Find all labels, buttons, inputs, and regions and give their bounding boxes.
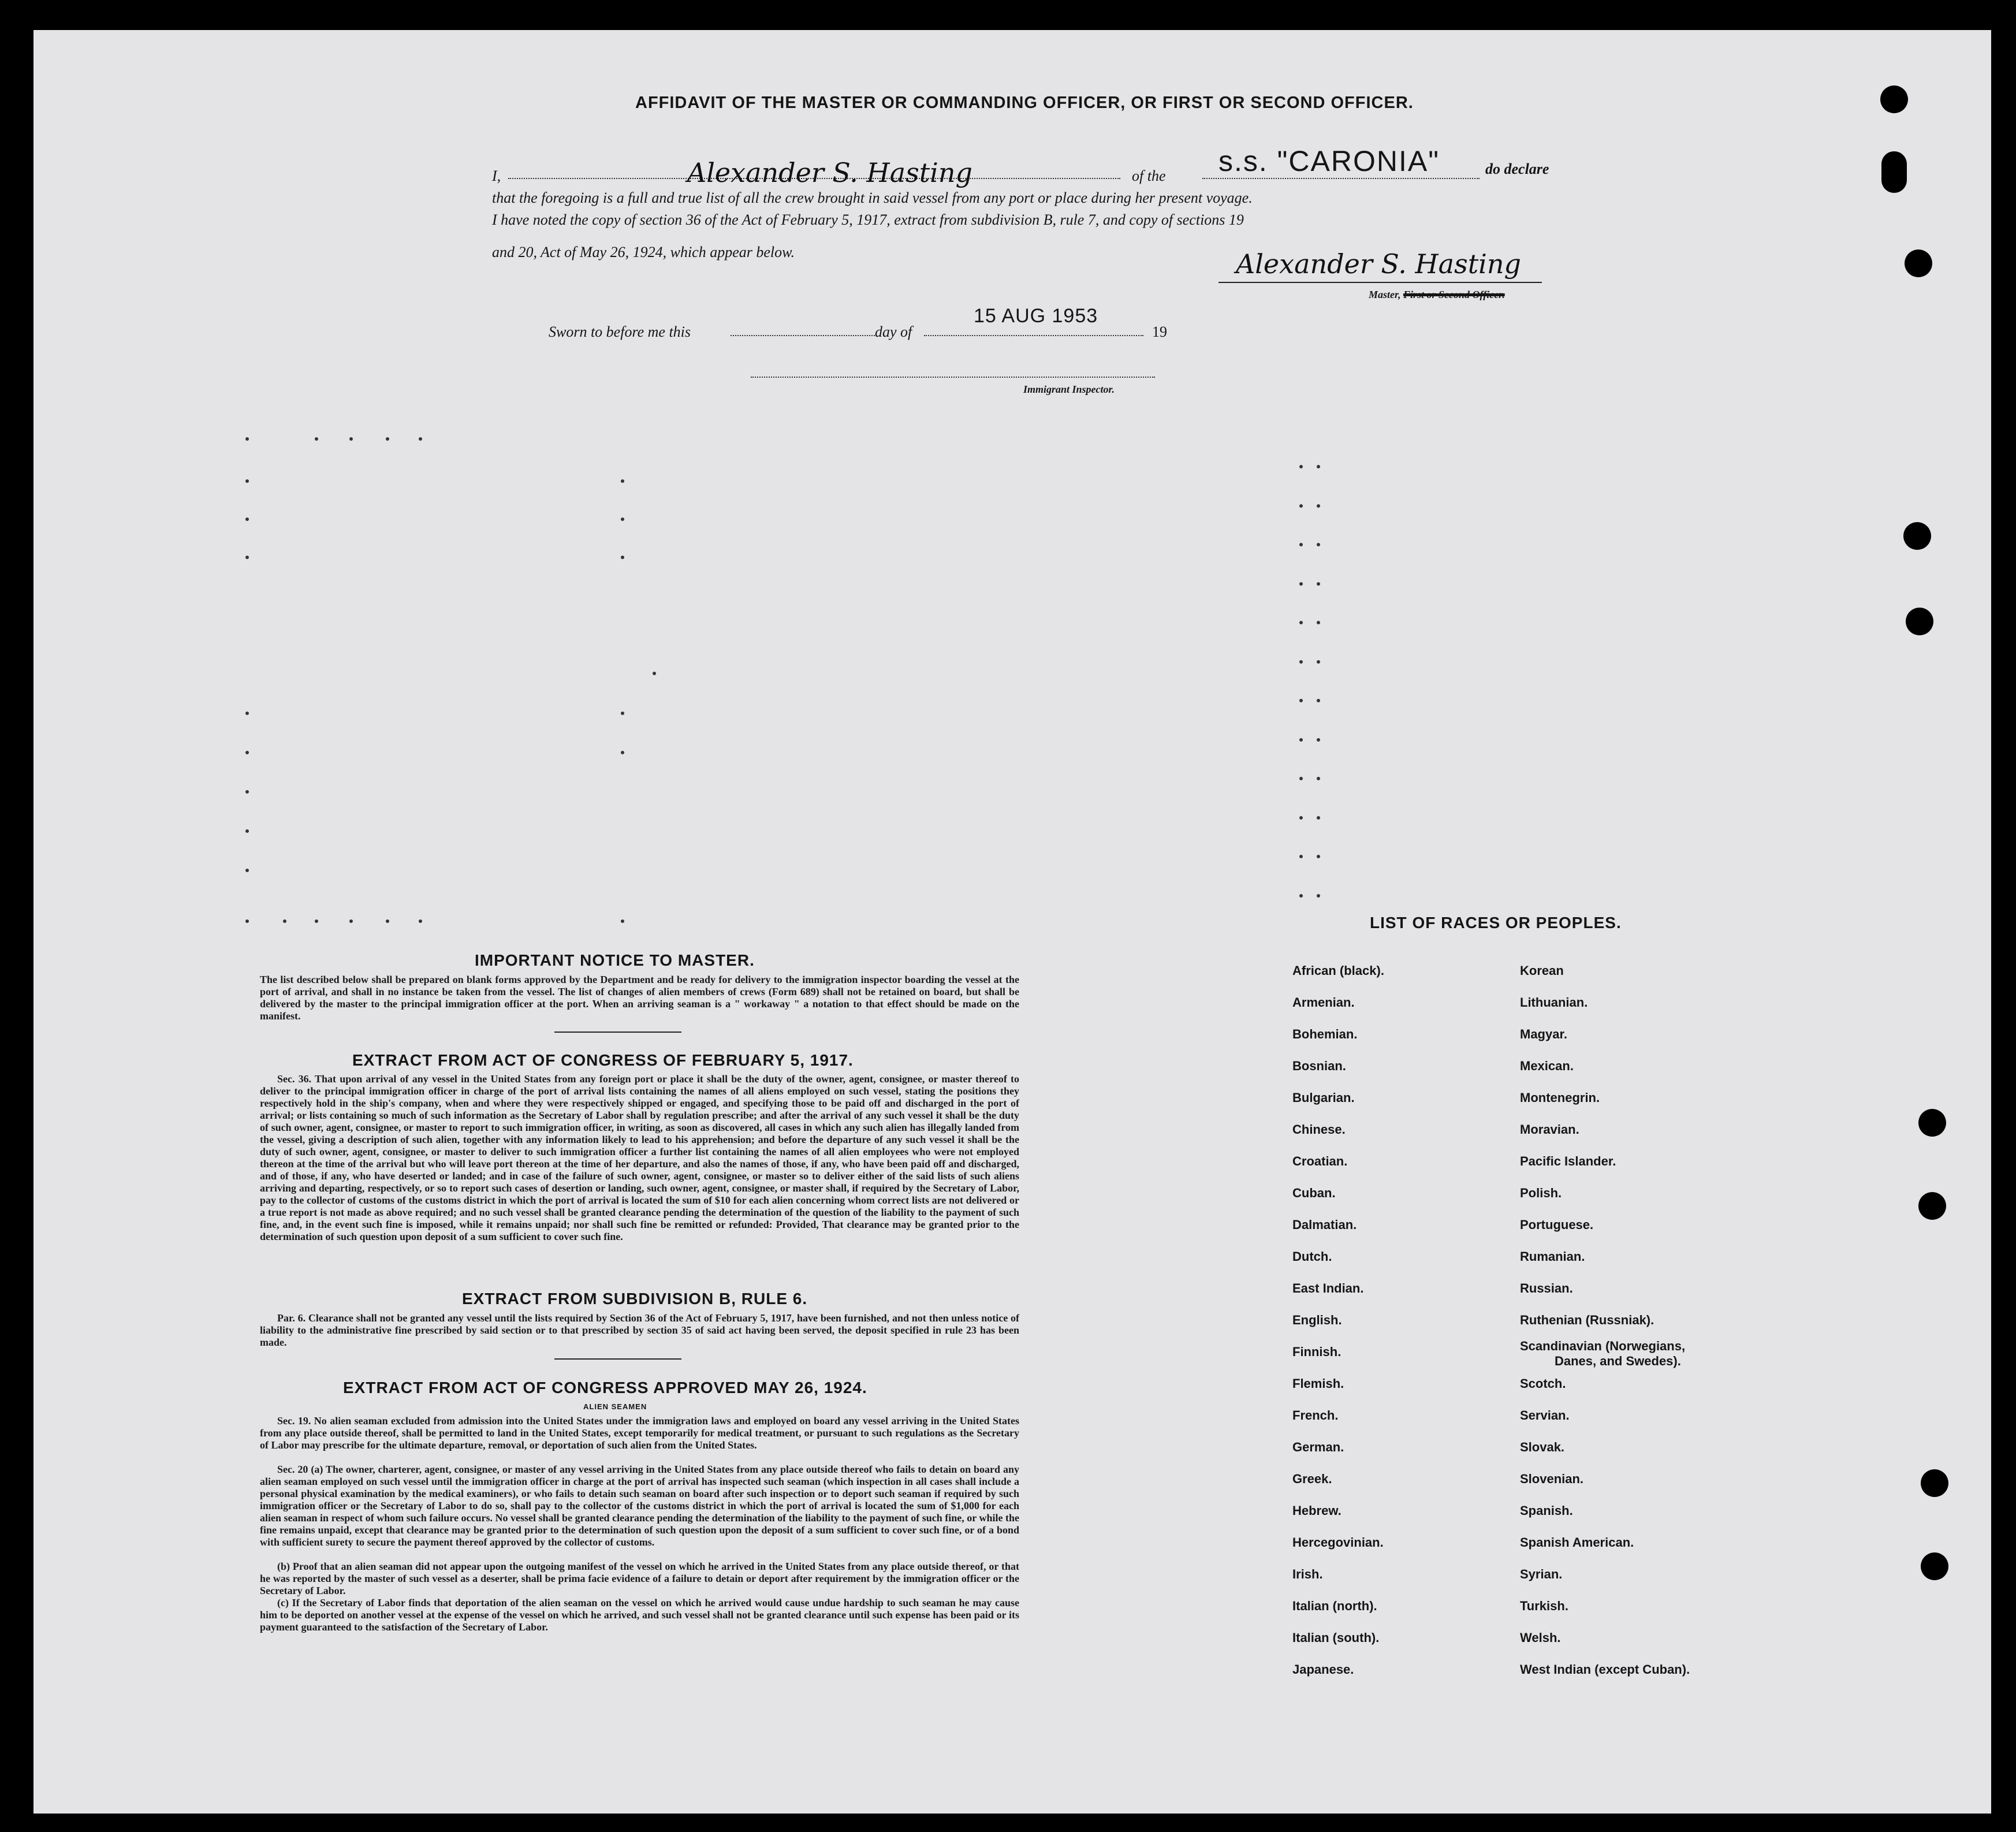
column-dot [1317,816,1320,820]
punch-hole [1881,151,1907,193]
race-item-left: Cuban. [1292,1186,1336,1200]
column-dot [315,437,318,441]
column-dot [1299,582,1303,586]
extract-1924-sec20b: (b) Proof that an alien seaman did not appear upon the outgoing manifest of the vessel on which he arrived in the United States from any place outside thereof, or that he was reported by the master of such vessel as a deserter, shall be prima facie evidence of a failure to detain or deport after requirement by the immigration officer or the Secretary of Labor. [260,1561,1019,1596]
race-item-left: Japanese. [1292,1662,1354,1677]
column-dot [621,556,624,559]
race-item-left: Dutch. [1292,1249,1332,1264]
column-dot [1299,777,1303,780]
inspector-line [751,377,1155,378]
column-dot [1299,543,1303,546]
punch-hole [1921,1469,1948,1497]
column-dot [621,751,624,754]
column-dot [1299,465,1303,468]
column-dot [1317,855,1320,858]
race-item-right: Slovenian. [1520,1472,1584,1486]
column-dot [621,517,624,521]
race-item-right: Turkish. [1520,1599,1568,1613]
extract-1924-sec19: Sec. 19. No alien seaman excluded from admission into the United States under the immigration laws and employed on board any vessel arriving in the United States from any place outside thereof, shall be permitted to land in the United States, except temporarily for medical treatment, or pursuant to such regulations as the Secretary of Labor may prescribe for the ultimate departure, removal, or deportation of such alien from the United States. [260,1415,1019,1451]
column-dot [1299,855,1303,858]
race-item-left: Bosnian. [1292,1059,1346,1073]
vessel-line [1202,178,1480,179]
column-dot [1317,660,1320,664]
race-item-left: Hercegovinian. [1292,1535,1384,1550]
extract-rule-body: Par. 6. Clearance shall not be granted any vessel until the lists required by Section 36 of the Act of February 5, 1917, have been furnished, and not then unless notice of liability to the administrative fine prescribed by said section or to that prescribed by section 35 of said act having been served, the deposit specified in rule 23 has been made. [260,1312,1019,1348]
column-dot [621,919,624,923]
race-item-left: Chinese. [1292,1122,1346,1137]
races-title: LIST OF RACES OR PEOPLES. [1370,914,1622,932]
punch-hole [1903,522,1931,550]
master-signature-line [1218,282,1542,283]
column-dot [1317,465,1320,468]
race-item-right: Welsh. [1520,1630,1561,1645]
extract-1917-title: EXTRACT FROM ACT OF CONGRESS OF FEBRUARY 5, 1917. [352,1051,854,1069]
race-item-left: English. [1292,1313,1342,1327]
column-dot [245,919,249,923]
race-item-left: Bohemian. [1292,1027,1358,1041]
of-the-label: of the [1132,167,1166,184]
race-item-left: East Indian. [1292,1281,1364,1295]
race-item-left: Greek. [1292,1472,1332,1486]
master-signature: Alexander S. Hasting [1236,248,1521,280]
column-dot [621,712,624,715]
column-dot [386,437,389,441]
race-item-right: Scotch. [1520,1376,1566,1391]
column-dot [1317,777,1320,780]
column-dot [419,437,422,441]
race-item-right: Polish. [1520,1186,1562,1200]
column-dot [315,919,318,923]
column-dot [245,790,249,794]
sworn-month-line [924,335,1143,336]
column-dot [283,919,286,923]
race-item-right: Ruthenian (Russniak). [1520,1313,1654,1327]
race-item-right: Syrian. [1520,1567,1563,1581]
column-dot [245,751,249,754]
signature-name: Alexander S. Hasting [687,157,972,188]
affidavit-body-3: and 20, Act of May 26, 1924, which appear below. [492,244,795,260]
column-dot [653,672,656,675]
column-dot [1317,543,1320,546]
column-dot [1299,699,1303,702]
column-dot [621,479,624,483]
column-dot [349,437,353,441]
column-dot [1299,894,1303,898]
column-dot [245,829,249,833]
inspector-caption: Immigrant Inspector. [1023,383,1115,395]
vessel-name: s.s. "CARONIA" [1218,145,1440,177]
race-item-right: Scandinavian (Norwegians, [1520,1339,1686,1353]
punch-hole [1906,608,1933,635]
extract-1924-title: EXTRACT FROM ACT OF CONGRESS APPROVED MAY 26, 1924. [343,1379,867,1397]
race-item-left: Croatian. [1292,1154,1348,1168]
race-item-left: Irish. [1292,1567,1323,1581]
master-label: Master, [1369,289,1401,300]
race-item-right: Rumanian. [1520,1249,1585,1264]
column-dot [1317,894,1320,898]
column-dot [1299,660,1303,664]
affidavit-title: AFFIDAVIT OF THE MASTER OR COMMANDING OFFICER, OR FIRST OR SECOND OFFICER. [635,94,1414,112]
race-item-left: Bulgarian. [1292,1090,1355,1105]
punch-hole [1918,1192,1946,1220]
column-dot [386,919,389,923]
race-item-left: Dalmatian. [1292,1217,1357,1232]
race-item-right: Portuguese. [1520,1217,1594,1232]
race-item-right: Servian. [1520,1408,1570,1423]
race-item-right: Magyar. [1520,1027,1567,1041]
struck-officer-label: First or Second Officer. [1403,289,1505,300]
master-caption [1369,289,1505,301]
do-declare-label: do declare [1485,161,1549,177]
column-dot [245,437,249,441]
divider [554,1358,681,1360]
column-dot [245,479,249,483]
race-item-left: Flemish. [1292,1376,1344,1391]
affidavit-body-1: that the foregoing is a full and true list of all the crew brought in said vessel from any port or place during her present voyage. [492,189,1253,206]
punch-hole [1905,250,1932,277]
punch-hole [1880,85,1908,113]
sworn-day-line [731,335,875,336]
extract-rule-title: EXTRACT FROM SUBDIVISION B, RULE 6. [462,1290,808,1308]
punch-hole [1918,1109,1946,1137]
race-item-left: Armenian. [1292,995,1355,1010]
race-item-right: Montenegrin. [1520,1090,1600,1105]
punch-hole [1921,1552,1948,1580]
race-item-left: Hebrew. [1292,1503,1341,1518]
affidavit-i-label: I, [492,167,501,184]
notice-title: IMPORTANT NOTICE TO MASTER. [475,951,755,969]
column-dot [245,556,249,559]
race-item-left: African (black). [1292,963,1384,978]
race-item-left: Finnish. [1292,1345,1341,1359]
affidavit-body-2: I have noted the copy of section 36 of the Act of February 5, 1917, extract from subdivision B, rule 7, and copy of sections 19 [492,211,1244,228]
race-item-right: Russian. [1520,1281,1573,1295]
race-item-right-continuation: Danes, and Swedes). [1555,1354,1681,1368]
extract-1924-sec20c: (c) If the Secretary of Labor finds that deportation of the alien seaman on the vessel on which he arrived would cause undue hardship to such seaman he may cause him to be deported on another vessel at the expense of the vessel on which he arrived, and such vessel shall not be granted clearance until such expense has been paid or its payment guaranteed to the satisfaction of the Secretary of Labor. [260,1597,1019,1633]
column-dot [1317,699,1320,702]
column-dot [1299,738,1303,742]
date-stamp: 15 AUG 1953 [974,305,1098,327]
column-dot [245,517,249,521]
column-dot [245,712,249,715]
day-of-label: day of [875,323,912,340]
race-item-right: Slovak. [1520,1440,1565,1454]
race-item-right: Spanish American. [1520,1535,1634,1550]
race-item-left: Italian (north). [1292,1599,1377,1613]
race-item-right: Mexican. [1520,1059,1574,1073]
race-item-right: West Indian (except Cuban). [1520,1662,1690,1677]
race-item-right: Pacific Islander. [1520,1154,1616,1168]
column-dot [419,919,422,923]
year-label: 19 [1152,323,1167,340]
column-dot [1317,582,1320,586]
divider [554,1032,681,1033]
race-item-right: Lithuanian. [1520,995,1588,1010]
column-dot [349,919,353,923]
extract-1924-subtitle: ALIEN SEAMEN [583,1402,647,1411]
race-item-left: German. [1292,1440,1344,1454]
column-dot [1299,621,1303,624]
race-item-left: Italian (south). [1292,1630,1380,1645]
race-item-right: Spanish. [1520,1503,1573,1518]
column-dot [1299,816,1303,820]
race-item-left: French. [1292,1408,1339,1423]
column-dot [1317,738,1320,742]
column-dot [1317,504,1320,508]
column-dot [245,869,249,872]
notice-body: The list described below shall be prepared on blank forms approved by the Department and be ready for delivery to the immigration inspector boarding the vessel at the port of arrival, and shall in no instance be taken from the vessel. The list of changes of alien members of crews (Form 689) shall not be retained on board, but shall be delivered by the master to the principal immigration officer at the port. When an arriving seaman is a " workaway " a notation to that effect should be made on the manifest. [260,974,1019,1022]
race-item-right: Moravian. [1520,1122,1579,1137]
extract-1924-sec20a: Sec. 20 (a) The owner, charterer, agent, consignee, or master of any vessel arriving in the United States from any place outside thereof who fails to detain on board any alien seaman employed on such vessel until the immigration officer in charge at the port of arrival has inspected such seaman (which inspection in all cases shall include a personal physical examination by the medical examiners), or who fails to detain such seaman on board after such inspection or to deport such seaman if required by such immigration officer or the Secretary of Labor to do so, shall pay to the collector of the customs district in which the port of arrival is located the sum of $1,000 for each alien seaman in respect of whom such failure occurs. No vessel shall be granted clearance pending the determination of the liability to the payment of such fine, or while the fine remains unpaid, except that clearance may be granted prior to the determination of such question upon the deposit of a sum sufficient to cover such fine, or of a bond with sufficient surety to secure the payment thereof approved by the collector of customs. [260,1464,1019,1548]
column-dot [1299,504,1303,508]
race-item-right: Korean [1520,963,1564,978]
sworn-label: Sworn to before me this [549,323,691,340]
column-dot [1317,621,1320,624]
extract-1917-body: Sec. 36. That upon arrival of any vessel in the United States from any foreign port or place it shall be the duty of the owner, agent, consignee, or master thereof to deliver to the principal immigration officer in charge of the port of arrival lists containing the names of all aliens employed on such vessel, stating the positions they respectively hold in the ship's company, when and where they were respectively shipped or engaged, and specifying those to be paid off and discharged in the port of arrival; or lists containing so much of such information as the Secretary of Labor shall by regulation prescribe; and after the arrival of any such vessel it shall be the duty of such owner, agent, consignee, or master to report to such immigration officer, in writing, as soon as discovered, all cases in which any such alien has illegally landed from the vessel, giving a description of such alien, together with any information likely to lead to his apprehension; and before the departure of any such vessel it shall be the duty of such owner, agent, consignee, or master to deliver to such immigration officer a further list containing the names of all alien employees who were not employed thereon at the time of the arrival but who will leave port thereon at the time of her departure, and also the names of those, if any, who have been paid off and discharged, and of those, if any, who have deserted or landed; and in case of the failure of such owner, agent, consignee, or master so to deliver either of the said lists of such aliens arriving and departing, respectively, or so to report such cases of desertion or landing, such owner, agent, consignee, or master shall, if required by the Secretary of Labor, pay to the collector of customs of the customs district in which the port of arrival is located the sum of $10 for each alien concerning whom correct lists are not delivered or a true report is not made as above required; and no such vessel shall be granted clearance pending the determination of the question of the liability to the payment of such fine, and, in the event such fine is imposed, while it remains unpaid; nor shall such fine be remitted or refunded: Provided, That clearance may be granted prior to the determination of such question upon deposit of a sum sufficient to cover such fine. [260,1073,1019,1242]
